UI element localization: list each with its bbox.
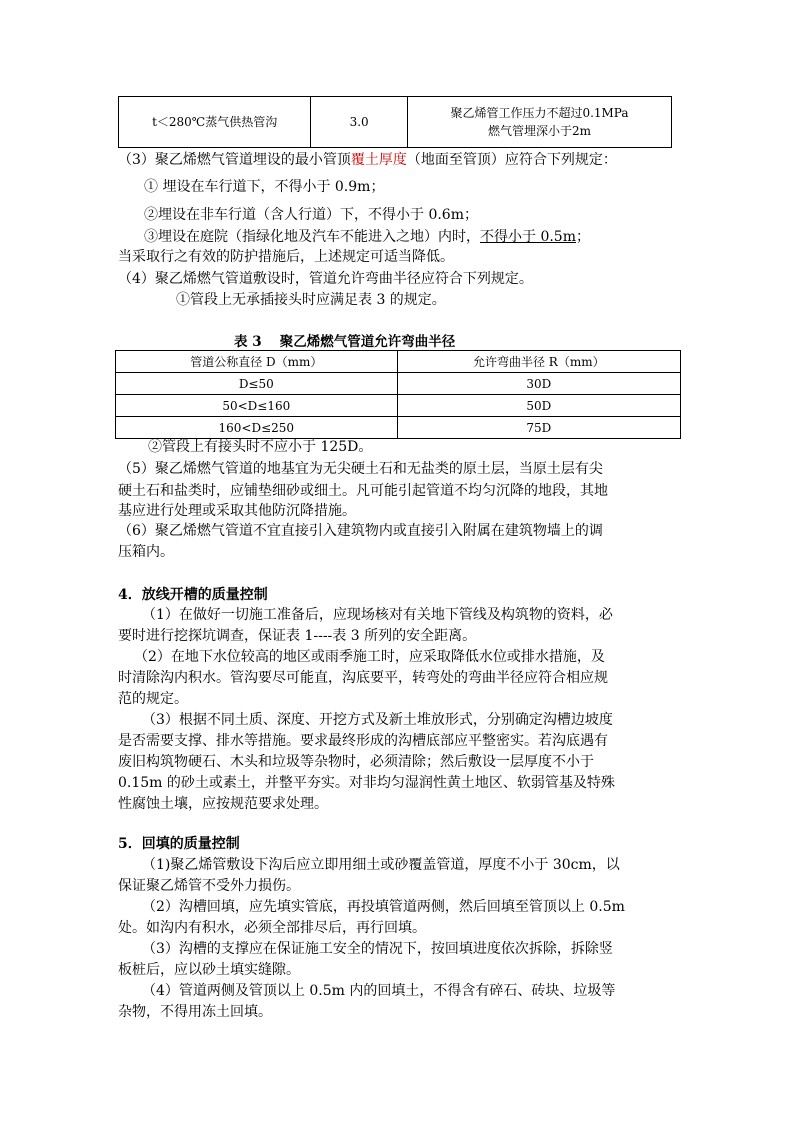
text: （地面至管顶）应符合下列规定： [406, 152, 617, 168]
paragraph-line: 废旧构筑物硬石、木头和垃圾等杂物时，必须清除；然后敷设一层厚度不小于 [118, 754, 594, 770]
bend-radius-table [115, 350, 681, 439]
paragraph-line: （3）沟槽的支撑应在保证施工安全的情况下，按回填进度依次拆除，拆除竖 [142, 941, 613, 957]
cell-line: 燃气管埋深小于2m [487, 124, 591, 138]
text: ； [576, 229, 590, 245]
table-cell: 50<D≤160 [116, 395, 398, 417]
highlight-text: 覆土厚度 [350, 152, 407, 168]
paragraph-line: 范的规定。 [118, 691, 188, 707]
paragraph-line: 硬土石和盐类时，应铺垫细砂或细土。凡可能引起管道不均匀沉降的地段，其地 [118, 483, 608, 499]
paragraph-line: 当采取行之有效的防护措施后，上述规定可适当降低。 [118, 249, 454, 265]
paragraph-line: （2）沟槽回填，应先填实管底，再投填管道两侧，然后回填至管顶以上 0.5m [142, 899, 625, 915]
table-row [116, 395, 681, 417]
paragraph-line: 基应进行处理或采取其他防沉降措施。 [118, 503, 356, 519]
table-cell: 3.0 [311, 97, 408, 148]
paragraph-line: 板桩后，应以砂土填实缝隙。 [118, 962, 300, 978]
table-cell: 50D [397, 395, 680, 417]
paragraph-line: （4）聚乙烯燃气管道敷设时，管道允许弯曲半径应符合下列规定。 [118, 271, 533, 287]
list-item: ① 埋设在车行道下，不得小于 0.9m； [144, 179, 385, 195]
paragraph-line: （2）在地下水位较高的地区或雨季施工时，应采取降低水位或排水措施，及 [134, 649, 605, 665]
paragraph-line: 要时进行挖探坑调查，保证表 1----表 3 所列的安全距离。 [118, 628, 477, 644]
table-row [116, 417, 681, 439]
paragraph-line: （5）聚乙烯燃气管道的地基宜为无尖硬土石和无盐类的原土层，当原土层有尖 [118, 461, 603, 477]
section-heading-5: 5．回填的质量控制 [118, 836, 240, 852]
table-cell: t＜280℃蒸气供热管沟 [119, 97, 311, 148]
paragraph-line: （1)聚乙烯管敷设下沟后应立即用细土或砂覆盖管道，厚度不小于 30cm，以 [142, 857, 620, 873]
paragraph-line: （4）管道两侧及管顶以上 0.5m 内的回填土，不得含有碎石、砖块、垃圾等 [142, 983, 616, 999]
paragraph-line: 0.15m 的砂土或素土，并整平夯实。对非均匀湿润性黄土地区、软弱管基及特殊 [118, 775, 615, 791]
text: ③埋设在庭院（指绿化地及汽车不能进入之地）内时， [144, 229, 480, 245]
paragraph-line: 处。如沟内有积水，必须全部排尽后，再行回填。 [118, 920, 426, 936]
paragraph-line: （1）在做好一切施工准备后，应现场核对有关地下管线及构筑物的资料，必 [142, 607, 613, 623]
paragraph-line: （3）根据不同土质、深度、开挖方式及新土堆放形式，分别确定沟槽边坡度 [142, 712, 613, 728]
table-row [116, 373, 681, 395]
paragraph-line: 性腐蚀土壤，应按规范要求处理。 [118, 796, 328, 812]
table-cell [407, 97, 671, 148]
cell-line: 聚乙烯管工作压力不超过0.1MPa [450, 106, 629, 120]
table-cell: 30D [397, 373, 680, 395]
paragraph-line: 压箱内。 [118, 544, 174, 560]
paragraph-line: 杂物，不得用冻土回填。 [118, 1004, 272, 1020]
paragraph-line: ②管段上有接头时不应小于 125D。 [148, 439, 373, 455]
list-item [144, 227, 590, 247]
table-header-cell: 管道公称直径 D（mm） [116, 351, 398, 373]
underlined-text: 不得小于 0.5m [480, 229, 576, 245]
table-row [119, 97, 672, 148]
paragraph-line: 时清除沟内积水。管沟要尽可能直，沟底要平，转弯处的弯曲半径应符合相应规 [118, 670, 608, 686]
paragraph-cover-depth [118, 150, 617, 170]
paragraph-line: （6）聚乙烯燃气管道不宜直接引入建筑物内或直接引入附属在建筑物墙上的调 [118, 523, 603, 539]
text: （3）聚乙烯燃气管道埋设的最小管顶 [118, 152, 351, 168]
paragraph-line: ①管段上无承插接头时应满足表 3 的规定。 [176, 292, 446, 308]
table-cell: 160<D≤250 [116, 417, 398, 439]
section-heading-4: 4．放线开槽的质量控制 [118, 587, 268, 603]
safety-distance-table [118, 96, 672, 148]
paragraph-line: 是否需要支撑、排水等措施。要求最终形成的沟槽底部应平整密实。若沟底遇有 [118, 733, 608, 749]
table-cell: D≤50 [116, 373, 398, 395]
table-cell: 75D [397, 417, 680, 439]
table-header-row [116, 351, 681, 373]
table-header-cell: 允许弯曲半径 R（mm） [397, 351, 680, 373]
paragraph-line: 保证聚乙烯管不受外力损伤。 [118, 878, 300, 894]
table-caption: 表 3 聚乙烯燃气管道允许弯曲半径 [234, 334, 456, 350]
list-item: ②埋设在非车行道（含人行道）下，不得小于 0.6m； [144, 207, 478, 223]
